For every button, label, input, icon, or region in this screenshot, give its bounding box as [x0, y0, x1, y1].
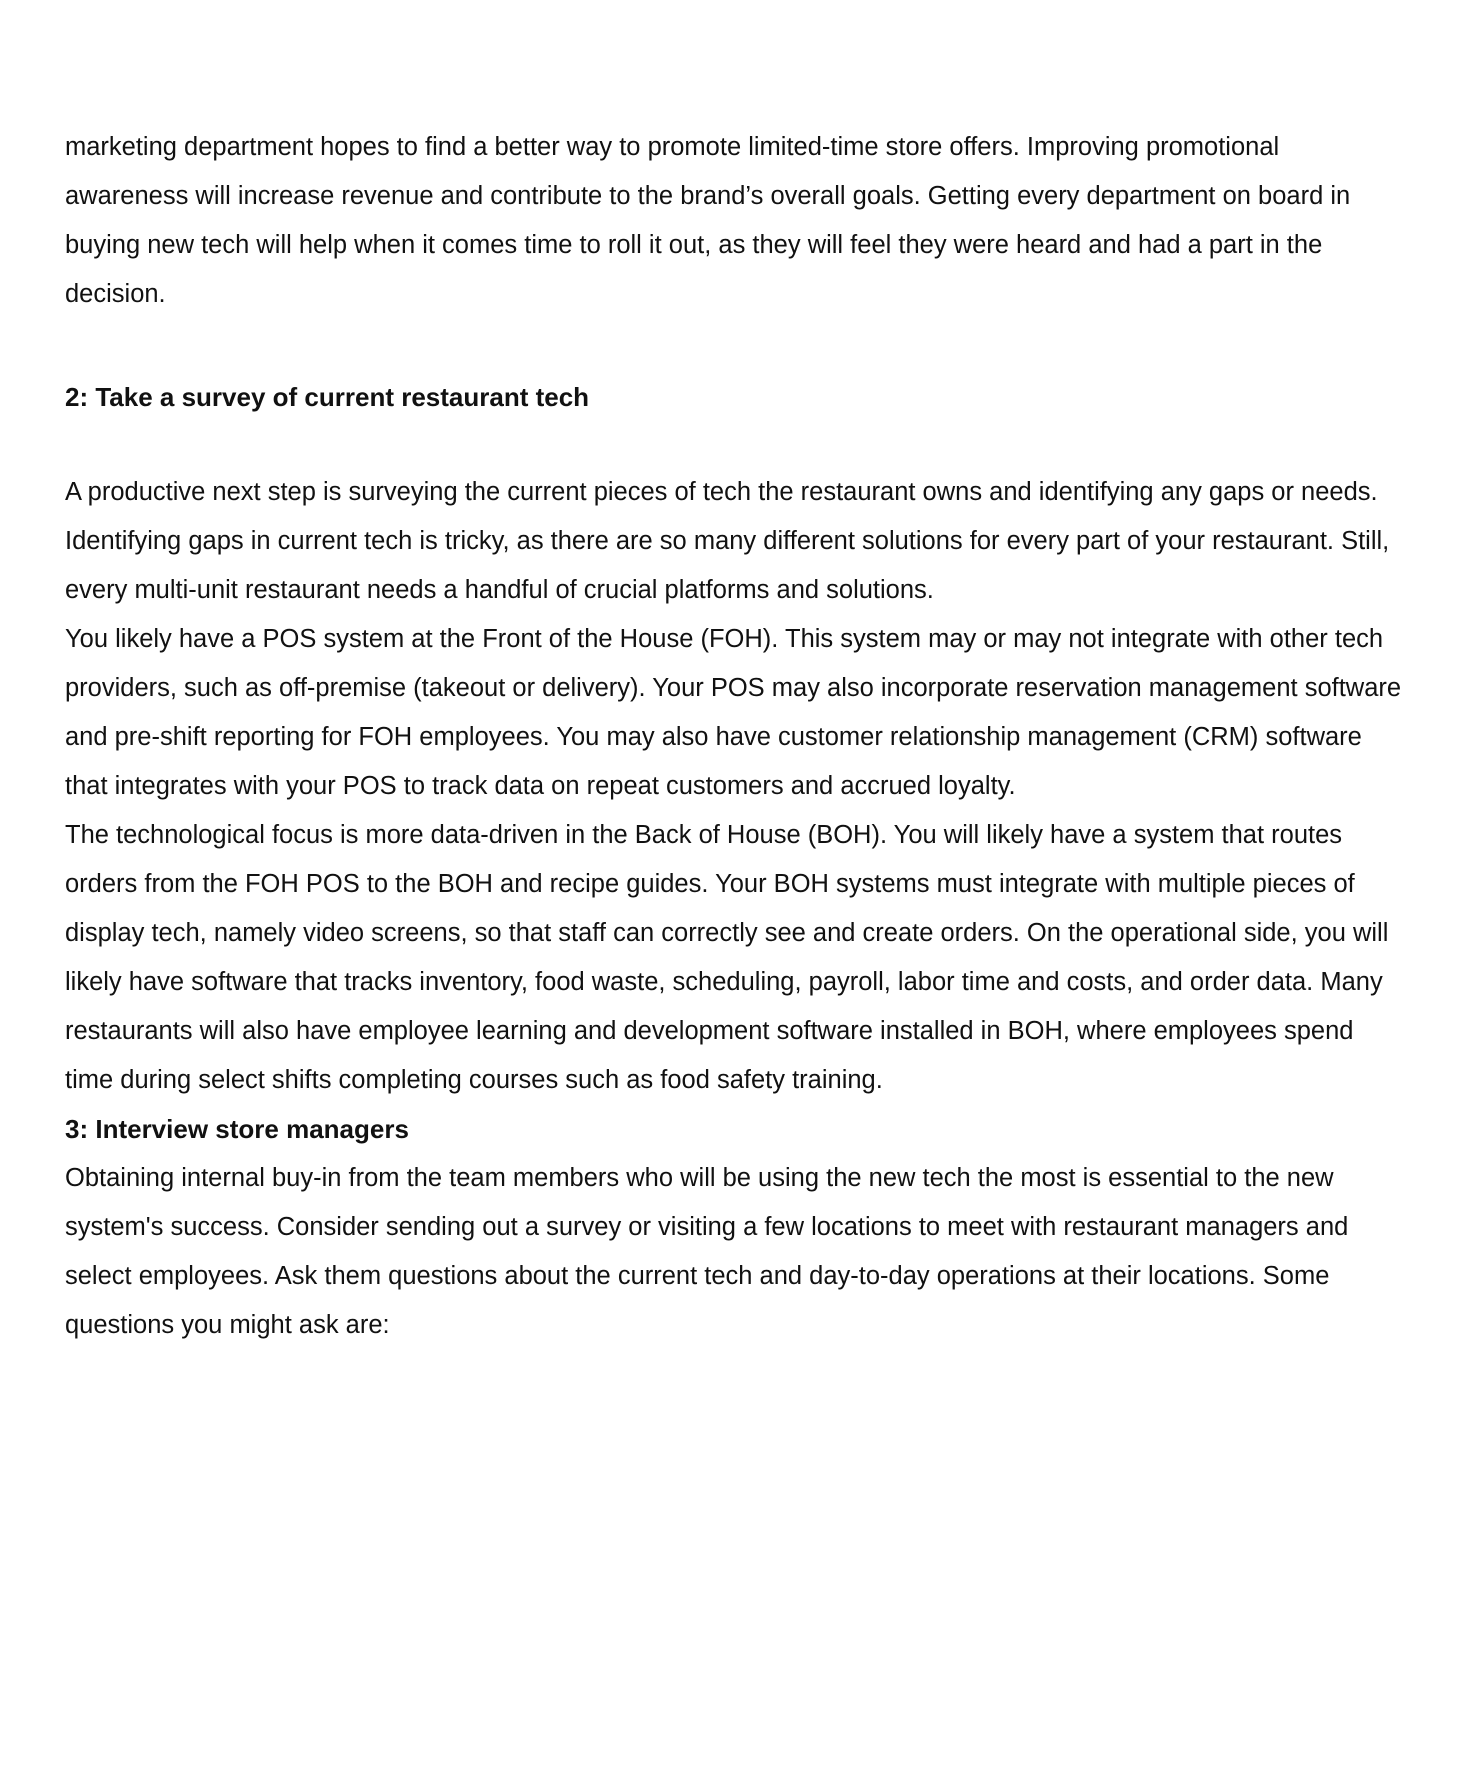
paragraph-survey-intro: A productive next step is surveying the current pieces of tech the restaurant owns and identifying any gaps or needs. Identifying gaps in current tech is tricky, as there are so many different solutions for every part of your restaurant. Still, every multi-unit restaurant needs a handful of crucial platforms and solutions.: [65, 478, 1390, 604]
document-page: [65, 123, 1405, 1350]
heading-step-2: 2: Take a survey of current restaurant tech: [65, 382, 590, 412]
heading-step-3: 3: Interview store managers: [65, 1114, 409, 1144]
paragraph-boh: The technological focus is more data-driven in the Back of House (BOH). You will likely have a system that routes orders from the FOH POS to the BOH and recipe guides. Your BOH systems must integrate with multiple pieces of display tech, namely video screens, so that staff can correctly see and create orders. On the operational side, you will likely have software that tracks inventory, food waste, scheduling, payroll, labor time and costs, and order data. Many restaurants will also have employee learning and development software installed in BOH, where employees spend time during select shifts completing courses such as food safety training.: [65, 821, 1389, 1094]
paragraph-interview: Obtaining internal buy-in from the team members who will be using the new tech the most is essential to the new system's success. Consider sending out a survey or visiting a few locations to meet with restaurant managers and select employees. Ask them questions about the current tech and day-to-day operations at their locations. Some questions you might ask are:: [65, 1164, 1349, 1339]
paragraph-intro-continuation: marketing department hopes to find a better way to promote limited-time store offers. Improving promotional awareness will increase revenue and contribute to the brand’s overall goals. Getting every department on board in buying new tech will help when it comes time to roll it out, as they will feel they were heard and had a part in the decision.: [65, 133, 1351, 308]
paragraph-foh: You likely have a POS system at the Front of the House (FOH). This system may or may not integrate with other tech providers, such as off-premise (takeout or delivery). Your POS may also incorporate reservation management software and pre-shift reporting for FOH employees. You may also have customer relationship management (CRM) software that integrates with your POS to track data on repeat customers and accrued loyalty.: [65, 625, 1402, 800]
